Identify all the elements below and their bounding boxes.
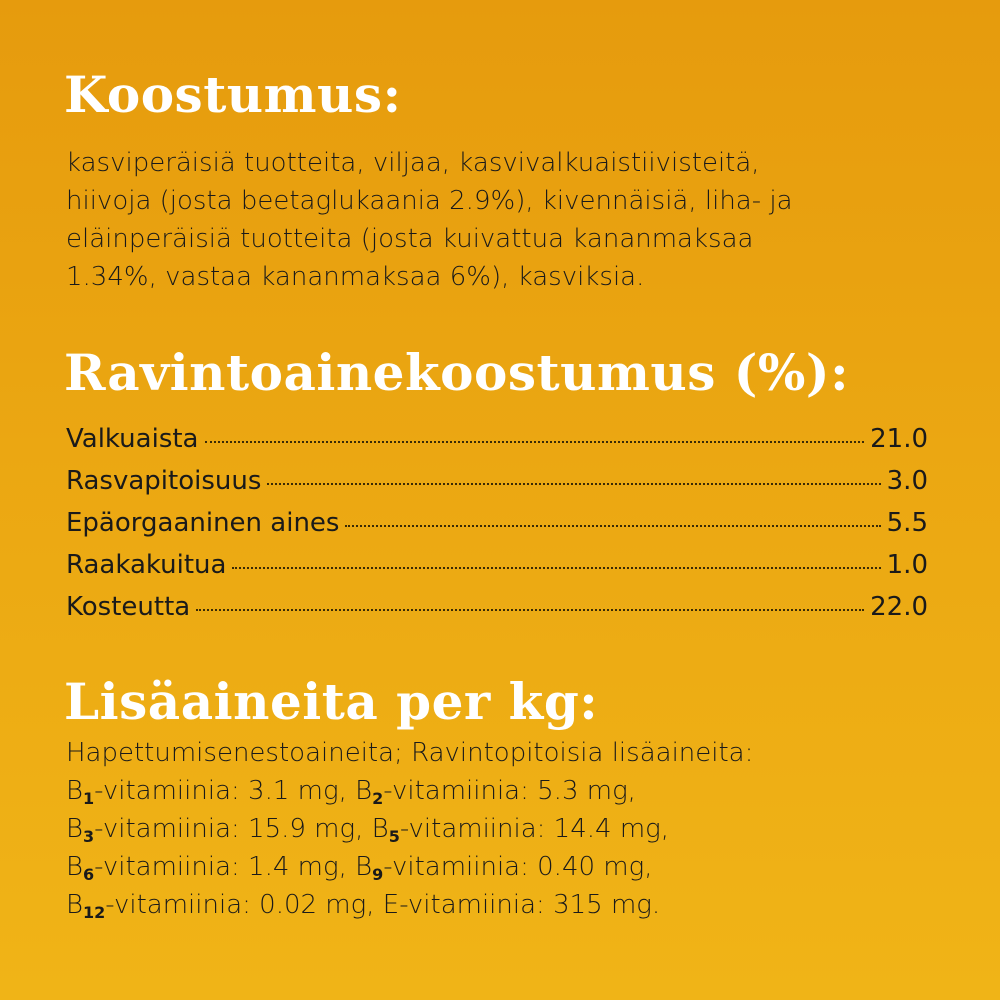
nutrient-label: Epäorgaaninen aines	[66, 508, 340, 538]
vitamin-b6-sub: 6	[83, 865, 95, 884]
nutrient-value: 1.0	[886, 550, 928, 580]
composition-line: eläinperäisiä tuotteita (josta kuivattua kananmaksaa	[66, 224, 754, 254]
composition-heading: Koostumus:	[64, 65, 402, 124]
nutrition-row	[66, 586, 928, 628]
vitamin-b9-letter: B	[355, 852, 373, 882]
additives-text	[66, 734, 946, 924]
composition-line: hiivoja (josta beetaglukaania 2.9%), kivennäisiä, liha- ja	[66, 186, 793, 216]
nutrient-label: Kosteutta	[66, 592, 191, 622]
nutrient-value: 5.5	[886, 508, 928, 538]
vitamin-b9-text: -vitamiinia: 0.40 mg,	[383, 852, 653, 882]
vitamin-b9-sub: 9	[372, 865, 384, 884]
nutrient-value: 21.0	[870, 424, 928, 454]
composition-text	[66, 144, 946, 296]
composition-line: 1.34%, vastaa kananmaksaa 6%), kasviksia.	[66, 262, 645, 292]
vitamin-line	[66, 810, 946, 848]
nutrient-value: 3.0	[886, 466, 928, 496]
dot-leader	[232, 567, 880, 569]
additives-heading: Lisäaineita per kg:	[64, 672, 599, 731]
vitamin-line	[66, 772, 946, 810]
vitamin-b2-text: -vitamiinia: 5.3 mg,	[383, 776, 636, 806]
nutrition-row	[66, 544, 928, 586]
nutrition-table	[66, 418, 928, 628]
vitamin-b2-sub: 2	[372, 789, 384, 808]
vitamin-b3-text: -vitamiinia: 15.9 mg,	[94, 814, 364, 844]
vitamin-b5-letter: B	[371, 814, 389, 844]
vitamin-b6-letter: B	[66, 852, 84, 882]
vitamin-b1-text: -vitamiinia: 3.1 mg,	[94, 776, 347, 806]
vitamin-b1-letter: B	[66, 776, 84, 806]
vitamin-b3-sub: 3	[83, 827, 95, 846]
vitamin-b12-text: -vitamiinia: 0.02 mg,	[105, 890, 375, 920]
vitamin-b5-text: -vitamiinia: 14.4 mg,	[399, 814, 670, 844]
vitamin-line	[66, 848, 946, 886]
nutrition-heading: Ravintoainekoostumus (%):	[64, 343, 850, 402]
dot-leader	[267, 483, 880, 485]
dot-leader	[205, 441, 865, 443]
vitamin-e-text: E-vitamiinia: 315 mg.	[382, 890, 661, 920]
vitamin-b12-letter: B	[66, 890, 84, 920]
vitamin-b2-letter: B	[355, 776, 373, 806]
nutrient-label: Valkuaista	[66, 424, 199, 454]
nutrient-label: Rasvapitoisuus	[66, 466, 262, 496]
dot-leader	[196, 609, 864, 611]
vitamin-line	[66, 886, 946, 924]
nutrient-label: Raakakuitua	[66, 550, 227, 580]
composition-line: kasviperäisiä tuotteita, viljaa, kasvivalkuaistiivisteitä,	[66, 148, 760, 178]
vitamin-b3-letter: B	[66, 814, 84, 844]
vitamin-b12-sub: 12	[83, 903, 106, 922]
nutrition-row	[66, 460, 928, 502]
dot-leader	[345, 525, 880, 527]
nutrient-value: 22.0	[870, 592, 928, 622]
additives-intro: Hapettumisenestoaineita; Ravintopitoisia lisäaineita:	[66, 738, 754, 768]
nutrition-row	[66, 418, 928, 460]
vitamin-b5-sub: 5	[388, 827, 400, 846]
vitamin-b6-text: -vitamiinia: 1.4 mg,	[94, 852, 347, 882]
vitamin-b1-sub: 1	[83, 789, 95, 808]
nutrition-row	[66, 502, 928, 544]
